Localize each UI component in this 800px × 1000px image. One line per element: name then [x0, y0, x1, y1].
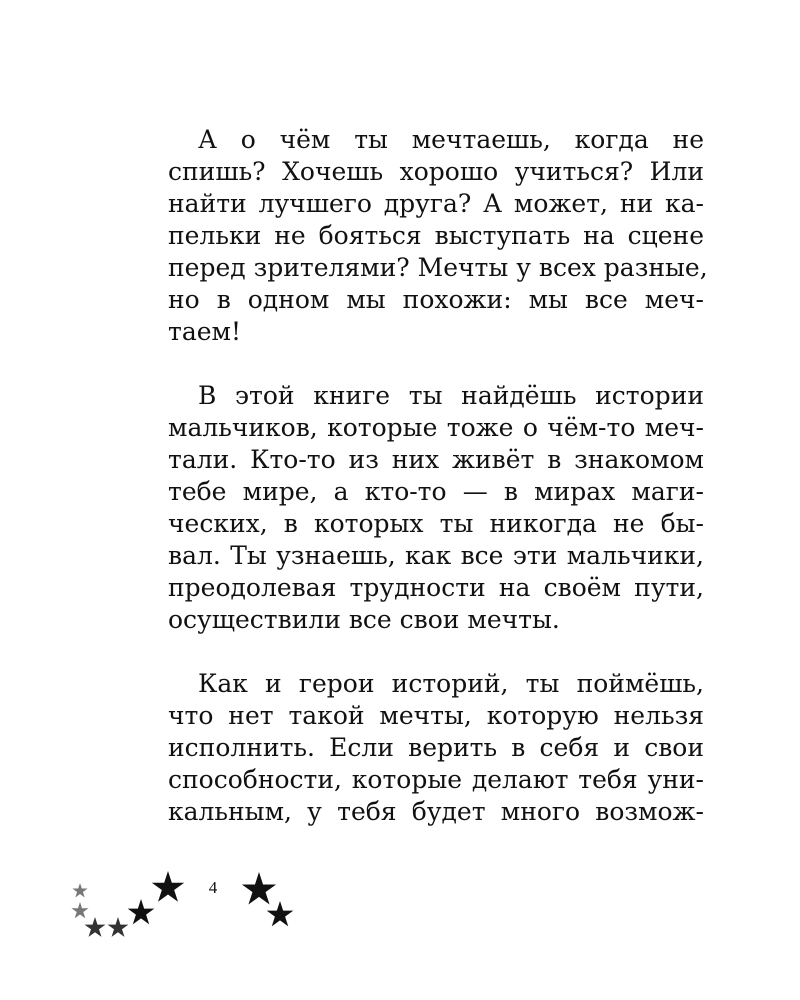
- text-line: найти лучшего друга? А может, ни ка-: [168, 189, 704, 218]
- star-icon: [267, 901, 294, 926]
- paragraph-3: [168, 668, 704, 828]
- page-number: 4: [208, 878, 218, 897]
- text-line: исполнить. Если верить в себя и свои: [168, 733, 704, 762]
- text-line: преодолевая трудности на своём пути,: [168, 573, 704, 602]
- text-line: В этой книге ты найдёшь истории: [198, 381, 704, 410]
- star-icon: [108, 917, 129, 937]
- star-icon: [242, 872, 276, 905]
- text-line: мальчиков, которые тоже о чём-то меч-: [168, 413, 704, 442]
- text-line: способности, которые делают тебя уни-: [168, 765, 704, 794]
- text-line: кальным, у тебя будет много возмож-: [168, 797, 704, 826]
- text-line: ческих, в которых ты никогда не бы-: [168, 509, 704, 538]
- text-line: что нет такой мечты, которую нельзя: [168, 701, 704, 730]
- star-icon: [152, 871, 184, 902]
- star-icon: [128, 899, 155, 924]
- text-line: пельки не бояться выступать на сцене: [168, 221, 704, 250]
- text-line: но в одном мы похожи: мы все меч-: [168, 285, 704, 314]
- star-icon: [72, 883, 87, 897]
- text-line: спишь? Хочешь хорошо учиться? Или: [168, 157, 704, 186]
- star-icon: [85, 917, 106, 937]
- text-line: осуществили все свои мечты.: [168, 605, 560, 634]
- body-text: [168, 124, 708, 860]
- text-line: тали. Кто-то из них живёт в знакомом: [168, 445, 704, 474]
- text-line: А о чём ты мечтаешь, когда не: [198, 125, 704, 154]
- star-icon: [71, 902, 88, 918]
- text-line: таем!: [168, 317, 242, 346]
- paragraph-2: [168, 380, 704, 636]
- text-line: вал. Ты узнаешь, как все эти мальчики,: [168, 541, 704, 570]
- text-line: Как и герои историй, ты поймёшь,: [198, 669, 704, 698]
- text-line: тебе мире, а кто-то — в мирах маги-: [168, 477, 704, 506]
- paragraph-1: [168, 124, 708, 348]
- text-line: перед зрителями? Мечты у всех разные,: [168, 253, 708, 282]
